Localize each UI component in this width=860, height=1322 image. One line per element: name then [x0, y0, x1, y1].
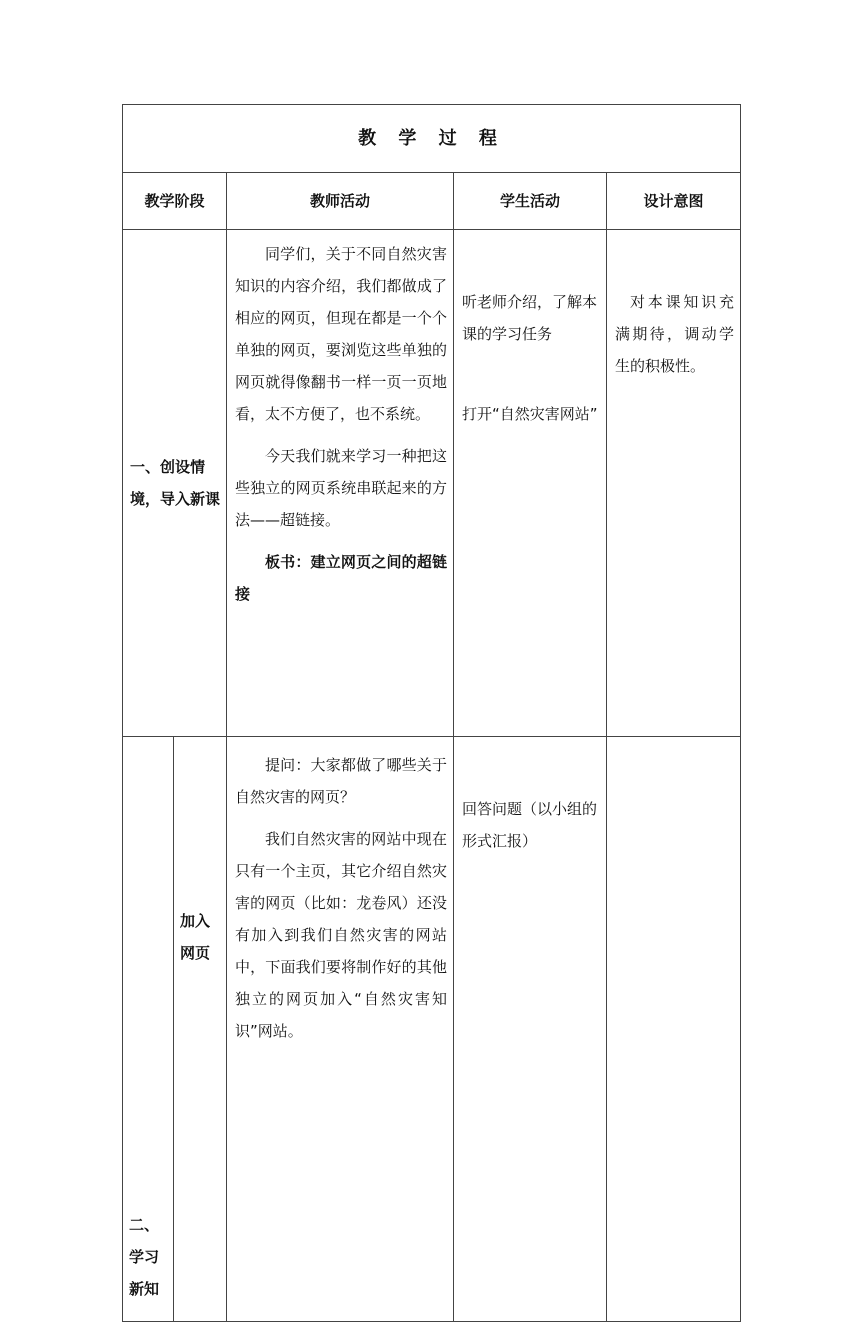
header-stage: 教学阶段: [123, 173, 227, 230]
header-teacher: 教师活动: [227, 173, 454, 230]
design-intent-cell: [607, 737, 741, 1322]
teacher-activity-cell: [227, 737, 454, 1322]
teacher-paragraph: 同学们，关于不同自然灾害知识的内容介绍，我们都做成了相应的网页，但现在都是一个个单独的网页，要浏览这些单独的网页就得像翻书一样一页一页地看，太不方便了，也不系统。: [235, 245, 447, 423]
student-item: 听老师介绍，了解本课的学习任务: [462, 293, 598, 343]
stage-cell: 一、创设情境，导入新课: [123, 230, 227, 737]
student-item: 打开“自然灾害网站”: [462, 405, 598, 423]
stage-cell: 二、学习新知: [123, 737, 174, 1322]
student-item: 回答问题（以小组的形式汇报）: [462, 800, 598, 850]
design-intent-text: 对本课知识充满期待，调动学生的积极性。: [615, 293, 734, 375]
blackboard-note: 板书：建立网页之间的超链接: [235, 553, 447, 603]
table-row: [123, 230, 741, 737]
table-title: 教 学 过 程: [123, 105, 741, 173]
student-activity-cell: [454, 230, 607, 737]
table-row: [123, 737, 741, 1322]
design-intent-cell: [607, 230, 741, 737]
header-intent: 设计意图: [607, 173, 741, 230]
teacher-paragraph: 我们自然灾害的网站中现在只有一个主页，其它介绍自然灾害的网页（比如：龙卷风）还没有加入到我们自然灾害的网站中，下面我们要将制作好的其他独立的网页加入“自然灾害知识”网站。: [235, 830, 447, 1040]
teaching-process-table: [122, 104, 741, 1322]
teacher-paragraph: 今天我们就来学习一种把这些独立的网页系统串联起来的方法——超链接。: [235, 447, 447, 529]
substage-cell: 加入网页: [174, 737, 227, 1322]
teacher-activity-cell: [227, 230, 454, 737]
student-activity-cell: [454, 737, 607, 1322]
teacher-paragraph: 提问：大家都做了哪些关于自然灾害的网页？: [235, 756, 447, 806]
header-student: 学生活动: [454, 173, 607, 230]
